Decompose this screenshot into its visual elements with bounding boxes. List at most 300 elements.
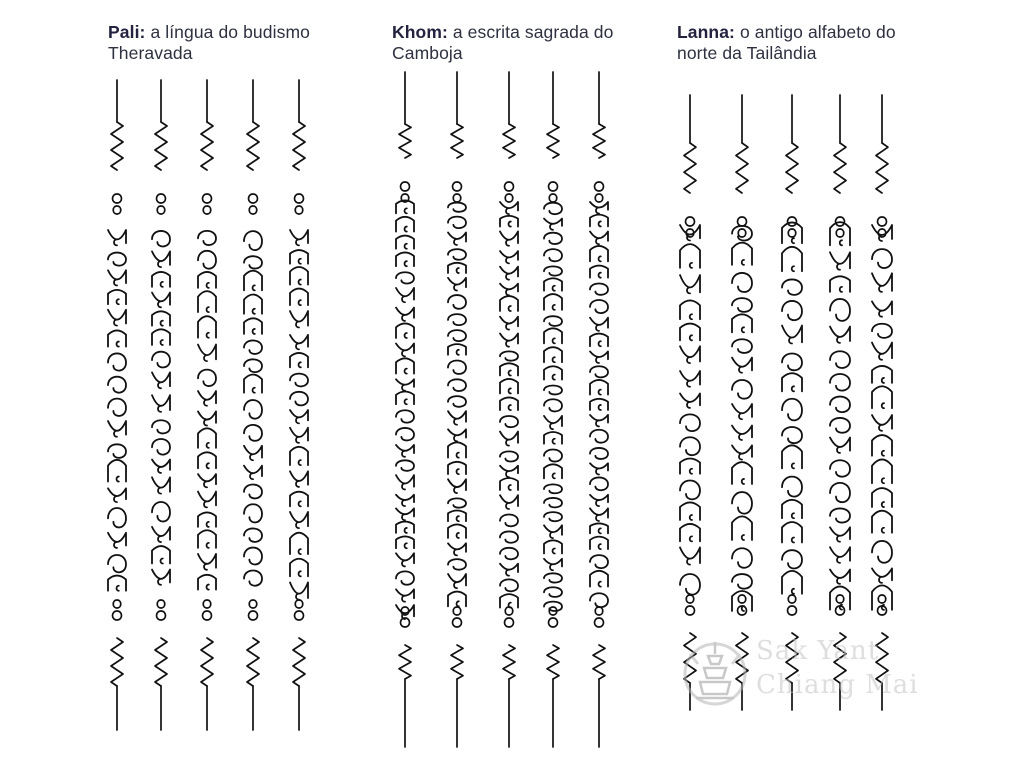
watermark-line1: Sak Yant	[756, 636, 880, 666]
khom-glyph	[396, 536, 414, 548]
khom-glyph	[544, 316, 562, 326]
pali-glyph	[244, 359, 262, 372]
khom-column	[544, 72, 562, 747]
khom-bottom-zigzag	[399, 645, 411, 679]
khom-glyph	[448, 314, 466, 325]
pali-glyph	[290, 512, 308, 528]
sak-yant-watermark	[680, 634, 919, 714]
lanna-glyph	[872, 301, 892, 316]
khom-glyph	[396, 445, 414, 457]
pali-bottom-zigzag	[201, 638, 213, 686]
pali-glyph	[198, 575, 216, 590]
khom-glyph	[590, 380, 608, 395]
khom-glyph	[590, 283, 608, 294]
khom-glyph	[396, 358, 414, 373]
pali-glyph	[152, 527, 170, 542]
lanna-bottom-loop	[788, 595, 797, 615]
pali-column	[152, 80, 170, 730]
khom-column	[500, 72, 518, 747]
temple-logo-icon	[680, 634, 750, 712]
lanna-glyph	[732, 358, 752, 373]
khom-glyph	[500, 296, 518, 311]
khom-bottom-zigzag	[451, 645, 463, 679]
pali-glyph	[290, 428, 308, 443]
lanna-glyph	[830, 276, 850, 292]
khom-glyph	[396, 344, 414, 357]
lanna-glyph	[680, 300, 700, 319]
khom-glyph	[500, 451, 518, 461]
lanna-glyph	[782, 550, 802, 568]
khom-glyph	[448, 249, 466, 260]
khom-glyph	[590, 508, 608, 521]
lanna-glyph	[732, 314, 752, 332]
pali-glyph	[108, 488, 126, 502]
pali-glyph	[152, 329, 170, 345]
lanna-glyph	[830, 299, 850, 321]
lanna-glyph	[782, 477, 802, 497]
pali-bottom-loop	[249, 600, 258, 620]
khom-glyph	[500, 284, 518, 296]
khom-glyph	[396, 288, 414, 302]
pali-glyph	[152, 546, 170, 563]
khom-top-zigzag	[547, 124, 559, 158]
pali-glyph	[108, 253, 126, 266]
khom-glyph	[590, 415, 608, 427]
khom-glyph	[500, 564, 518, 576]
lanna-column	[782, 95, 802, 710]
khom-glyph	[590, 495, 608, 506]
pali-glyph	[152, 460, 170, 473]
pali-glyph	[290, 392, 308, 406]
khom-glyph	[544, 294, 562, 310]
khom-glyph	[544, 449, 562, 461]
pali-glyph	[290, 559, 308, 577]
khom-glyph	[500, 416, 518, 427]
pali-glyph	[152, 372, 170, 388]
khom-glyph	[500, 495, 518, 509]
lanna-glyph	[732, 226, 752, 241]
pali-glyph	[290, 353, 308, 367]
lanna-glyph	[680, 502, 700, 519]
caption-lanna-name: Lanna:	[677, 22, 735, 42]
lanna-glyph	[732, 462, 752, 484]
pali-top-loop	[113, 194, 122, 214]
khom-glyph	[500, 317, 518, 330]
khom-glyph	[500, 594, 518, 608]
khom-glyph	[544, 249, 562, 261]
khom-glyph	[448, 543, 466, 555]
lanna-glyph	[830, 438, 850, 453]
pali-glyph	[152, 420, 170, 433]
khom-glyph	[590, 246, 608, 261]
lanna-glyph	[680, 574, 700, 595]
lanna-glyph	[680, 371, 700, 387]
lanna-glyph	[732, 574, 752, 589]
lanna-glyph	[872, 386, 892, 408]
pali-glyph	[108, 230, 126, 245]
pali-yant-drawing	[95, 70, 335, 760]
khom-glyph	[500, 397, 518, 410]
pali-glyph	[152, 395, 170, 412]
khom-glyph	[590, 555, 608, 568]
khom-glyph	[500, 579, 518, 591]
lanna-glyph	[680, 437, 700, 455]
pali-glyph	[244, 400, 262, 419]
lanna-top-zigzag	[736, 143, 748, 193]
lanna-glyph	[872, 366, 892, 383]
khom-glyph	[448, 396, 466, 407]
khom-glyph	[544, 525, 562, 538]
khom-glyph	[544, 399, 562, 411]
khom-glyph	[500, 478, 518, 490]
pali-bottom-zigzag	[111, 638, 123, 686]
khom-glyph	[448, 330, 466, 341]
lanna-glyph	[680, 481, 700, 500]
lanna-glyph	[872, 249, 892, 268]
pali-glyph	[152, 352, 170, 368]
pali-glyph	[290, 582, 308, 599]
lanna-top-zigzag	[684, 143, 696, 193]
khom-glyph	[448, 411, 466, 425]
khom-glyph	[544, 498, 562, 507]
khom-glyph	[590, 202, 608, 214]
khom-column	[590, 72, 608, 747]
khom-glyph	[544, 233, 562, 244]
lanna-glyph	[782, 301, 802, 320]
lanna-top-zigzag	[786, 143, 798, 193]
khom-glyph	[590, 300, 608, 313]
lanna-bottom-loop	[686, 595, 695, 615]
pali-glyph	[152, 439, 170, 455]
lanna-yant-illustration	[670, 85, 910, 725]
pali-glyph	[244, 504, 262, 522]
pali-glyph	[290, 410, 308, 423]
pali-top-zigzag	[155, 122, 167, 170]
lanna-glyph	[830, 374, 850, 391]
lanna-glyph	[732, 298, 752, 312]
khom-glyph	[448, 574, 466, 588]
lanna-glyph	[830, 327, 850, 343]
pali-glyph	[198, 231, 216, 245]
khom-glyph	[544, 464, 562, 478]
khom-top-loop	[453, 182, 462, 202]
pali-glyph	[198, 474, 216, 487]
lanna-glyph	[782, 571, 802, 594]
khom-glyph	[396, 236, 414, 249]
lanna-yant-drawing	[670, 85, 910, 725]
pali-glyph	[198, 554, 216, 570]
pali-glyph	[244, 294, 262, 313]
khom-glyph	[396, 475, 414, 489]
khom-glyph	[396, 428, 414, 441]
pali-top-zigzag	[293, 122, 305, 170]
pali-glyph	[198, 345, 216, 362]
khom-glyph	[448, 559, 466, 570]
khom-glyph	[396, 379, 414, 390]
khom-top-loop	[401, 182, 410, 202]
khom-glyph	[500, 251, 518, 263]
pali-bottom-loop	[113, 600, 122, 620]
khom-yant-drawing	[385, 62, 635, 757]
lanna-glyph	[732, 404, 752, 419]
khom-bottom-loop	[505, 607, 514, 627]
pali-glyph	[108, 270, 126, 285]
pali-glyph	[244, 374, 262, 392]
khom-glyph	[500, 379, 518, 394]
lanna-column	[732, 95, 752, 710]
pali-glyph	[108, 290, 126, 304]
khom-glyph	[396, 410, 414, 422]
pali-glyph	[244, 425, 262, 441]
caption-lanna-description: o antigo alfabeto do norte da Tailândia	[677, 22, 896, 63]
pali-glyph	[152, 251, 170, 267]
lanna-glyph	[782, 427, 802, 443]
khom-glyph	[448, 278, 466, 291]
khom-glyph	[590, 399, 608, 410]
pali-bottom-zigzag	[293, 638, 305, 686]
khom-glyph	[590, 523, 608, 533]
khom-glyph	[500, 466, 518, 477]
pali-glyph	[290, 374, 308, 387]
pali-glyph	[152, 231, 170, 247]
khom-glyph	[448, 498, 466, 507]
lanna-glyph	[782, 326, 802, 344]
pali-top-zigzag	[201, 122, 213, 170]
khom-glyph	[590, 593, 608, 607]
watermark-line2: Chiang Mai	[756, 670, 919, 700]
khom-glyph	[544, 416, 562, 429]
pali-bottom-loop	[157, 600, 166, 620]
lanna-glyph	[872, 343, 892, 360]
khom-glyph	[590, 266, 608, 278]
lanna-glyph	[732, 591, 752, 611]
pali-bottom-loop	[295, 600, 304, 620]
lanna-glyph	[830, 483, 850, 502]
khom-column	[396, 72, 414, 747]
pali-column	[244, 80, 262, 730]
pali-top-loop	[295, 194, 304, 214]
khom-glyph	[500, 515, 518, 527]
khom-glyph	[500, 363, 518, 375]
pali-glyph	[244, 318, 262, 334]
pali-top-zigzag	[111, 122, 123, 170]
khom-top-loop	[595, 182, 604, 202]
khom-glyph	[544, 432, 562, 444]
khom-glyph	[448, 429, 466, 441]
khom-glyph	[448, 217, 466, 228]
pali-column	[290, 80, 308, 730]
lanna-glyph	[830, 547, 850, 563]
pali-glyph	[152, 272, 170, 287]
pali-glyph	[198, 370, 216, 386]
pali-glyph	[198, 251, 216, 269]
pali-glyph	[290, 267, 308, 285]
khom-top-zigzag	[399, 124, 411, 158]
pali-glyph	[244, 528, 262, 541]
caption-pali-description: a língua do budismo Theravada	[108, 22, 310, 63]
khom-glyph	[396, 308, 414, 321]
lanna-glyph	[872, 415, 892, 431]
pali-glyph	[244, 340, 262, 353]
lanna-glyph	[732, 243, 752, 265]
pali-glyph	[244, 570, 262, 585]
lanna-top-loop	[836, 217, 845, 237]
khom-glyph	[396, 252, 414, 266]
lanna-glyph	[680, 324, 700, 341]
lanna-glyph	[872, 488, 892, 507]
khom-glyph	[500, 267, 518, 280]
lanna-glyph	[782, 354, 802, 371]
khom-glyph	[448, 203, 466, 212]
khom-glyph	[590, 477, 608, 490]
khom-glyph	[590, 463, 608, 474]
khom-bottom-loop	[595, 607, 604, 627]
khom-glyph	[396, 217, 414, 232]
khom-glyph	[448, 360, 466, 373]
khom-glyph	[448, 462, 466, 474]
lanna-glyph	[680, 393, 700, 407]
khom-glyph	[590, 448, 608, 459]
pali-glyph	[198, 512, 216, 526]
lanna-glyph	[680, 414, 700, 431]
lanna-glyph	[680, 524, 700, 541]
khom-glyph	[544, 386, 562, 395]
lanna-top-zigzag	[876, 143, 888, 193]
caption-khom-description: a escrita sagrada do Camboja	[392, 22, 614, 63]
pali-glyph	[244, 271, 262, 291]
khom-glyph	[590, 571, 608, 587]
caption-khom	[392, 22, 652, 64]
lanna-bottom-loop	[738, 595, 747, 615]
pali-top-loop	[157, 194, 166, 214]
pali-glyph	[244, 548, 262, 565]
pali-glyph	[108, 555, 126, 572]
khom-glyph	[396, 460, 414, 471]
pali-bottom-loop	[203, 600, 212, 620]
pali-top-zigzag	[247, 122, 259, 170]
pali-glyph	[108, 533, 126, 548]
lanna-glyph	[732, 426, 752, 440]
khom-glyph	[590, 366, 608, 377]
khom-top-loop	[549, 182, 558, 202]
lanna-glyph	[872, 511, 892, 533]
lanna-glyph	[732, 492, 752, 514]
pali-glyph	[108, 310, 126, 326]
khom-glyph	[448, 263, 466, 273]
lanna-glyph	[830, 397, 850, 413]
pali-glyph	[198, 291, 216, 312]
khom-glyph	[544, 278, 562, 291]
lanna-glyph	[830, 527, 850, 541]
khom-glyph	[544, 540, 562, 553]
pali-glyph	[290, 230, 308, 245]
pali-glyph	[108, 576, 126, 591]
khom-bottom-zigzag	[503, 645, 515, 679]
pali-glyph	[108, 421, 126, 437]
lanna-glyph	[830, 460, 850, 476]
pali-top-loop	[203, 194, 212, 214]
khom-glyph	[500, 333, 518, 346]
pali-glyph	[108, 353, 126, 370]
lanna-glyph	[732, 339, 752, 353]
khom-glyph	[396, 522, 414, 533]
pali-glyph	[290, 311, 308, 327]
khom-glyph	[590, 215, 608, 227]
pali-glyph	[198, 452, 216, 468]
khom-glyph	[448, 479, 466, 493]
lanna-glyph	[830, 570, 850, 584]
pali-glyph	[152, 502, 170, 521]
khom-glyph	[500, 548, 518, 559]
lanna-glyph	[680, 346, 700, 363]
khom-glyph	[590, 430, 608, 443]
khom-glyph	[448, 524, 466, 538]
khom-bottom-zigzag	[547, 645, 559, 679]
khom-glyph	[500, 531, 518, 542]
khom-glyph	[544, 573, 562, 582]
pali-column	[198, 80, 216, 730]
caption-lanna	[677, 22, 937, 64]
khom-glyph	[448, 511, 466, 522]
pali-glyph	[108, 508, 126, 527]
khom-yant-illustration	[385, 62, 635, 757]
lanna-glyph	[782, 500, 802, 518]
pali-glyph	[198, 428, 216, 448]
lanna-glyph	[872, 435, 892, 456]
lanna-glyph	[732, 445, 752, 459]
khom-glyph	[500, 432, 518, 446]
khom-glyph	[544, 266, 562, 275]
pali-glyph	[152, 293, 170, 308]
lanna-column	[872, 95, 892, 710]
khom-glyph	[396, 589, 414, 601]
pali-glyph	[198, 492, 216, 508]
khom-glyph	[544, 366, 562, 379]
khom-glyph	[544, 219, 562, 230]
pali-glyph	[152, 477, 170, 493]
khom-glyph	[396, 495, 414, 506]
khom-glyph	[590, 537, 608, 550]
lanna-glyph	[680, 275, 700, 293]
khom-glyph	[544, 587, 562, 597]
pali-glyph	[290, 289, 308, 306]
khom-glyph	[448, 295, 466, 309]
lanna-glyph	[680, 547, 700, 564]
lanna-glyph	[680, 244, 700, 268]
lanna-glyph	[782, 279, 802, 294]
lanna-glyph	[872, 459, 892, 483]
pali-glyph	[244, 485, 262, 499]
lanna-glyph	[782, 522, 802, 543]
khom-glyph	[396, 272, 414, 283]
pali-bottom-zigzag	[155, 638, 167, 686]
lanna-glyph	[732, 273, 752, 292]
khom-glyph	[396, 508, 414, 520]
khom-top-zigzag	[451, 124, 463, 158]
lanna-glyph	[830, 418, 850, 433]
khom-top-loop	[505, 182, 514, 202]
khom-glyph	[448, 592, 466, 607]
pali-glyph	[290, 533, 308, 554]
lanna-glyph	[732, 516, 752, 540]
pali-glyph	[290, 335, 308, 349]
pali-glyph	[198, 530, 216, 548]
khom-glyph	[500, 202, 518, 214]
pali-glyph	[108, 330, 126, 346]
pali-glyph	[290, 250, 308, 264]
lanna-glyph	[872, 225, 892, 241]
pali-glyph	[244, 446, 262, 460]
